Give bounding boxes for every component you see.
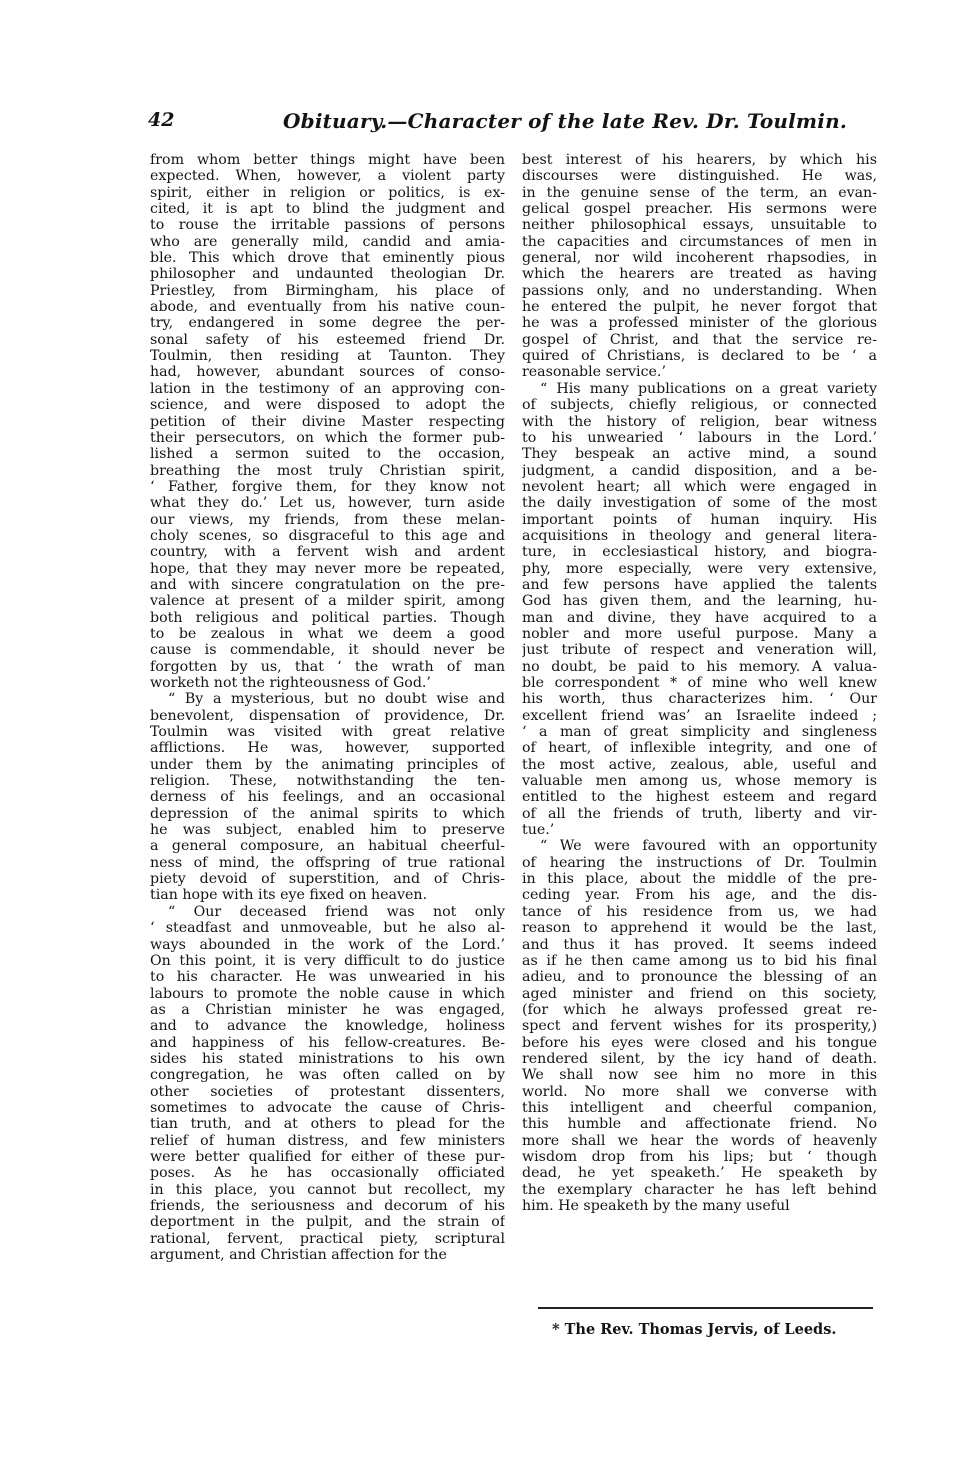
text-line: science, and were disposed to adopt the <box>150 397 505 414</box>
text-line: ways abounded in the work of the Lord.’ <box>150 936 505 953</box>
text-line: deportment in the pulpit, and the strain of <box>150 1214 505 1231</box>
text-line: “ We were favoured with an opportunity <box>540 838 877 855</box>
text-line: our views, my friends, from these melan- <box>150 511 505 528</box>
text-line: and to advance the knowledge, holiness <box>150 1018 505 1035</box>
text-line: forgotten by us, that ‘ the wrath of man <box>150 658 505 675</box>
text-line: ness of mind, the offspring of true rational <box>150 854 505 871</box>
text-line: the daily investigation of some of the most <box>522 495 877 512</box>
text-line: valence at present of a milder spirit, among <box>150 593 505 610</box>
text-line: hope, that they may never more be repeated, <box>150 560 505 577</box>
text-line: his worth, thus characterizes him. ‘ Our <box>522 691 877 708</box>
text-line: of hearing the instructions of Dr. Toulmin <box>522 854 877 871</box>
text-line: ture, in ecclesiastical history, and biogra- <box>522 544 877 561</box>
text-line: he entered the pulpit, he never forgot that <box>522 299 877 316</box>
text-line: excellent friend was’ an Israelite indeed ; <box>522 707 877 724</box>
text-line: lished a sermon suited to the occasion, <box>150 446 505 463</box>
text-line: They bespeak an active mind, a sound <box>522 446 877 463</box>
text-line: valuable men among us, whose memory is <box>522 773 877 790</box>
text-line: passions only, and no understanding. When <box>522 282 877 299</box>
text-line: congregation, he was often called on by <box>150 1067 505 1084</box>
text-line: he was subject, enabled him to preserve <box>150 822 505 839</box>
text-line: in this place, about the middle of the pre- <box>522 871 877 888</box>
text-line: gelical gospel preacher. His sermons were <box>522 201 877 218</box>
text-line: poses. As he has occasionally officiated <box>150 1165 505 1182</box>
text-line: tance of his residence from us, we had <box>522 903 877 920</box>
text-line: in the genuine sense of the term, an evan- <box>522 184 877 201</box>
text-line: man and divine, they have acquired to a <box>522 609 877 626</box>
text-line: argument, and Christian affection for the <box>150 1247 447 1264</box>
text-line: the most active, zealous, able, useful and <box>522 756 877 773</box>
text-line: lation in the testimony of an approving con- <box>150 380 505 397</box>
text-line: other societies of protestant dissenters, <box>150 1083 505 1100</box>
text-line: cause is commendable, it should never be <box>150 642 505 659</box>
text-line: choly scenes, so disgraceful to this age and <box>150 527 505 544</box>
text-line: dead, he yet speaketh.’ He speaketh by <box>522 1165 877 1182</box>
text-line: world. No more shall we converse with <box>522 1083 877 1100</box>
text-line: quired of Christians, is declared to be ‘ a <box>522 348 877 365</box>
text-line: try, endangered in some degree the per- <box>150 315 505 332</box>
text-line: general, nor wild incoherent rhapsodies, in <box>522 250 877 267</box>
text-line: Priestley, from Birmingham, his place of <box>150 282 505 299</box>
text-line: ble correspondent * of mine who well knew <box>522 675 877 691</box>
text-line: and few persons have applied the talents <box>522 576 877 593</box>
text-line: (for which he always professed great re- <box>522 1001 877 1018</box>
text-line: important points of human inquiry. His <box>522 511 877 528</box>
text-line: the capacities and circumstances of men in <box>522 233 877 250</box>
text-line: cited, it is apt to blind the judgment and <box>150 201 505 218</box>
text-line: before his eyes were closed and his tongue <box>522 1034 877 1051</box>
text-line: sonal safety of his esteemed friend Dr. <box>150 331 505 348</box>
text-line: friends, the seriousness and decorum of his <box>150 1198 505 1214</box>
text-line: and happiness of his fellow-creatures. Be- <box>150 1034 505 1051</box>
text-line: spirit, either in religion or politics, is ex- <box>150 184 505 201</box>
text-line: derness of his feelings, and an occasional <box>150 789 505 806</box>
page-header <box>148 109 868 141</box>
text-line: benevolent, dispensation of providence, Dr. <box>150 707 505 724</box>
text-line: what they do.’ Let us, however, turn aside <box>150 495 505 512</box>
text-line: tian hope with its eye fixed on heaven. <box>150 887 428 904</box>
text-line: which the hearers are treated as having <box>522 266 877 283</box>
right-column <box>522 152 877 1214</box>
text-line: reasonable service.’ <box>522 364 666 381</box>
text-line: acquisitions in theology and general litera- <box>522 527 877 544</box>
text-line: of heart, of inflexible integrity, and one of <box>522 740 877 757</box>
text-line: their persecutors, on which the former pub- <box>150 429 505 446</box>
text-line: God has given them, and the learning, hu- <box>522 593 877 610</box>
text-line: discourses were distinguished. He was, <box>522 168 877 185</box>
text-line: aged minister and friend on this society, <box>522 985 877 1002</box>
text-line: worketh not the righteousness of God.’ <box>150 675 431 691</box>
text-line: relief of human distress, and few ministers <box>150 1132 505 1149</box>
text-line: with the history of religion, bear witness <box>522 413 877 430</box>
text-line: rendered silent, by the icy hand of death. <box>522 1050 877 1067</box>
text-line: labours to promote the noble cause in which <box>150 985 505 1002</box>
text-line: afflictions. He was, however, supported <box>150 740 505 757</box>
text-line: phy, more especially, were very extensive, <box>522 560 877 577</box>
text-line: as a Christian minister he was engaged, <box>150 1001 505 1018</box>
text-line: to his unwearied ‘ labours in the Lord.’ <box>522 429 877 446</box>
text-line: spect and fervent wishes for its prosperity,) <box>522 1018 877 1035</box>
text-line: neither philosophical essays, unsuitable to <box>522 217 877 234</box>
text-line: Toulmin, then residing at Taunton. They <box>150 348 505 365</box>
text-line: sides his stated ministrations to his own <box>150 1050 505 1067</box>
text-line: wisdom drop from his lips; but ‘ though <box>522 1148 877 1165</box>
text-line: to be zealous in what we deem a good <box>150 625 505 642</box>
text-line: “ His many publications on a great variety <box>540 380 877 397</box>
text-line: piety devoid of superstition, and of Chris- <box>150 871 505 888</box>
text-line: under them by the animating principles of <box>150 756 505 773</box>
text-line: ble. This which drove that eminently pious <box>150 250 505 267</box>
text-line: of all the friends of truth, liberty and vir- <box>522 805 877 822</box>
text-line: a general composure, an habitual cheerful- <box>150 838 505 855</box>
running-title: Obituary.—Character of the late Rev. Dr. Toulmin. <box>283 109 847 133</box>
text-line: him. He speaketh by the many useful <box>522 1198 790 1214</box>
text-line: the exemplary character he has left behind <box>522 1181 877 1198</box>
text-line: entitled to the highest esteem and regard <box>522 789 877 806</box>
text-line: to rouse the irritable passions of persons <box>150 217 505 234</box>
text-line: more shall we hear the words of heavenly <box>522 1132 877 1149</box>
text-line: religion. These, notwithstanding the ten- <box>150 773 505 790</box>
text-line: expected. When, however, a violent party <box>150 168 505 185</box>
text-line: this humble and affectionate friend. No <box>522 1116 877 1133</box>
text-line: Toulmin was visited with great relative <box>150 724 505 741</box>
text-line: rational, fervent, practical piety, scriptural <box>150 1230 505 1247</box>
text-line: reason to apprehend it would be the last, <box>522 920 877 937</box>
text-line: who are generally mild, candid and amia- <box>150 233 505 250</box>
text-line: had, however, abundant sources of conso- <box>150 364 505 381</box>
text-line: tian truth, and at others to plead for the <box>150 1116 505 1133</box>
text-line: ‘ steadfast and unmoveable, but he also al- <box>150 920 505 937</box>
text-line: in this place, you cannot but recollect, my <box>150 1181 505 1198</box>
text-line: sometimes to advocate the cause of Chris- <box>150 1099 505 1116</box>
text-line: breathing the most truly Christian spirit, <box>150 462 505 479</box>
text-line: no doubt, be paid to his memory. A valua- <box>522 658 877 675</box>
text-line: abode, and eventually from his native coun- <box>150 299 505 316</box>
text-line: best interest of his hearers, by which his <box>522 152 877 168</box>
text-line: tue.’ <box>522 822 555 839</box>
text-line: as if he then came among us to bid his final <box>522 952 877 969</box>
text-line: from whom better things might have been <box>150 152 505 168</box>
text-line: were better qualified for either of these pur- <box>150 1148 505 1165</box>
text-line: On this point, it is very difficult to do justice <box>150 952 505 969</box>
text-line: gospel of Christ, and that the service re- <box>522 331 877 348</box>
text-line: judgment, a candid disposition, and a be- <box>522 462 877 479</box>
text-line: philosopher and undaunted theologian Dr. <box>150 266 505 283</box>
footnote-rule <box>538 1307 873 1309</box>
left-column <box>150 152 505 1263</box>
page-number: 42 <box>148 109 175 131</box>
text-line: adieu, and to pronounce the blessing of an <box>522 969 877 986</box>
text-line: ‘ a man of great simplicity and singleness <box>522 724 877 741</box>
text-line: he was a professed minister of the glorious <box>522 315 877 332</box>
text-line: of subjects, chiefly religious, or connected <box>522 397 877 414</box>
text-line: We shall now see him no more in this <box>522 1067 877 1084</box>
text-line: and with sincere congratulation on the pre- <box>150 576 505 593</box>
text-line: “ Our deceased friend was not only <box>168 903 505 920</box>
text-line: country, with a fervent wish and ardent <box>150 544 505 561</box>
text-line: and thus it has proved. It seems indeed <box>522 936 877 953</box>
footnote: * The Rev. Thomas Jervis, of Leeds. <box>552 1321 837 1338</box>
text-line: to his character. He was unwearied in his <box>150 969 505 986</box>
text-line: “ By a mysterious, but no doubt wise and <box>168 691 505 708</box>
text-line: nobler and more useful purpose. Many a <box>522 625 877 642</box>
text-line: nevolent heart; all which were engaged in <box>522 478 877 495</box>
text-line: this intelligent and cheerful companion, <box>522 1099 877 1116</box>
text-line: both religious and political parties. Though <box>150 609 505 626</box>
text-line: ‘ Father, forgive them, for they know not <box>150 478 505 495</box>
text-line: ceding year. From his age, and the dis- <box>522 887 877 904</box>
text-line: petition of their divine Master respecting <box>150 413 505 430</box>
text-line: just tribute of respect and veneration will, <box>522 642 877 659</box>
text-line: depression of the animal spirits to which <box>150 805 505 822</box>
